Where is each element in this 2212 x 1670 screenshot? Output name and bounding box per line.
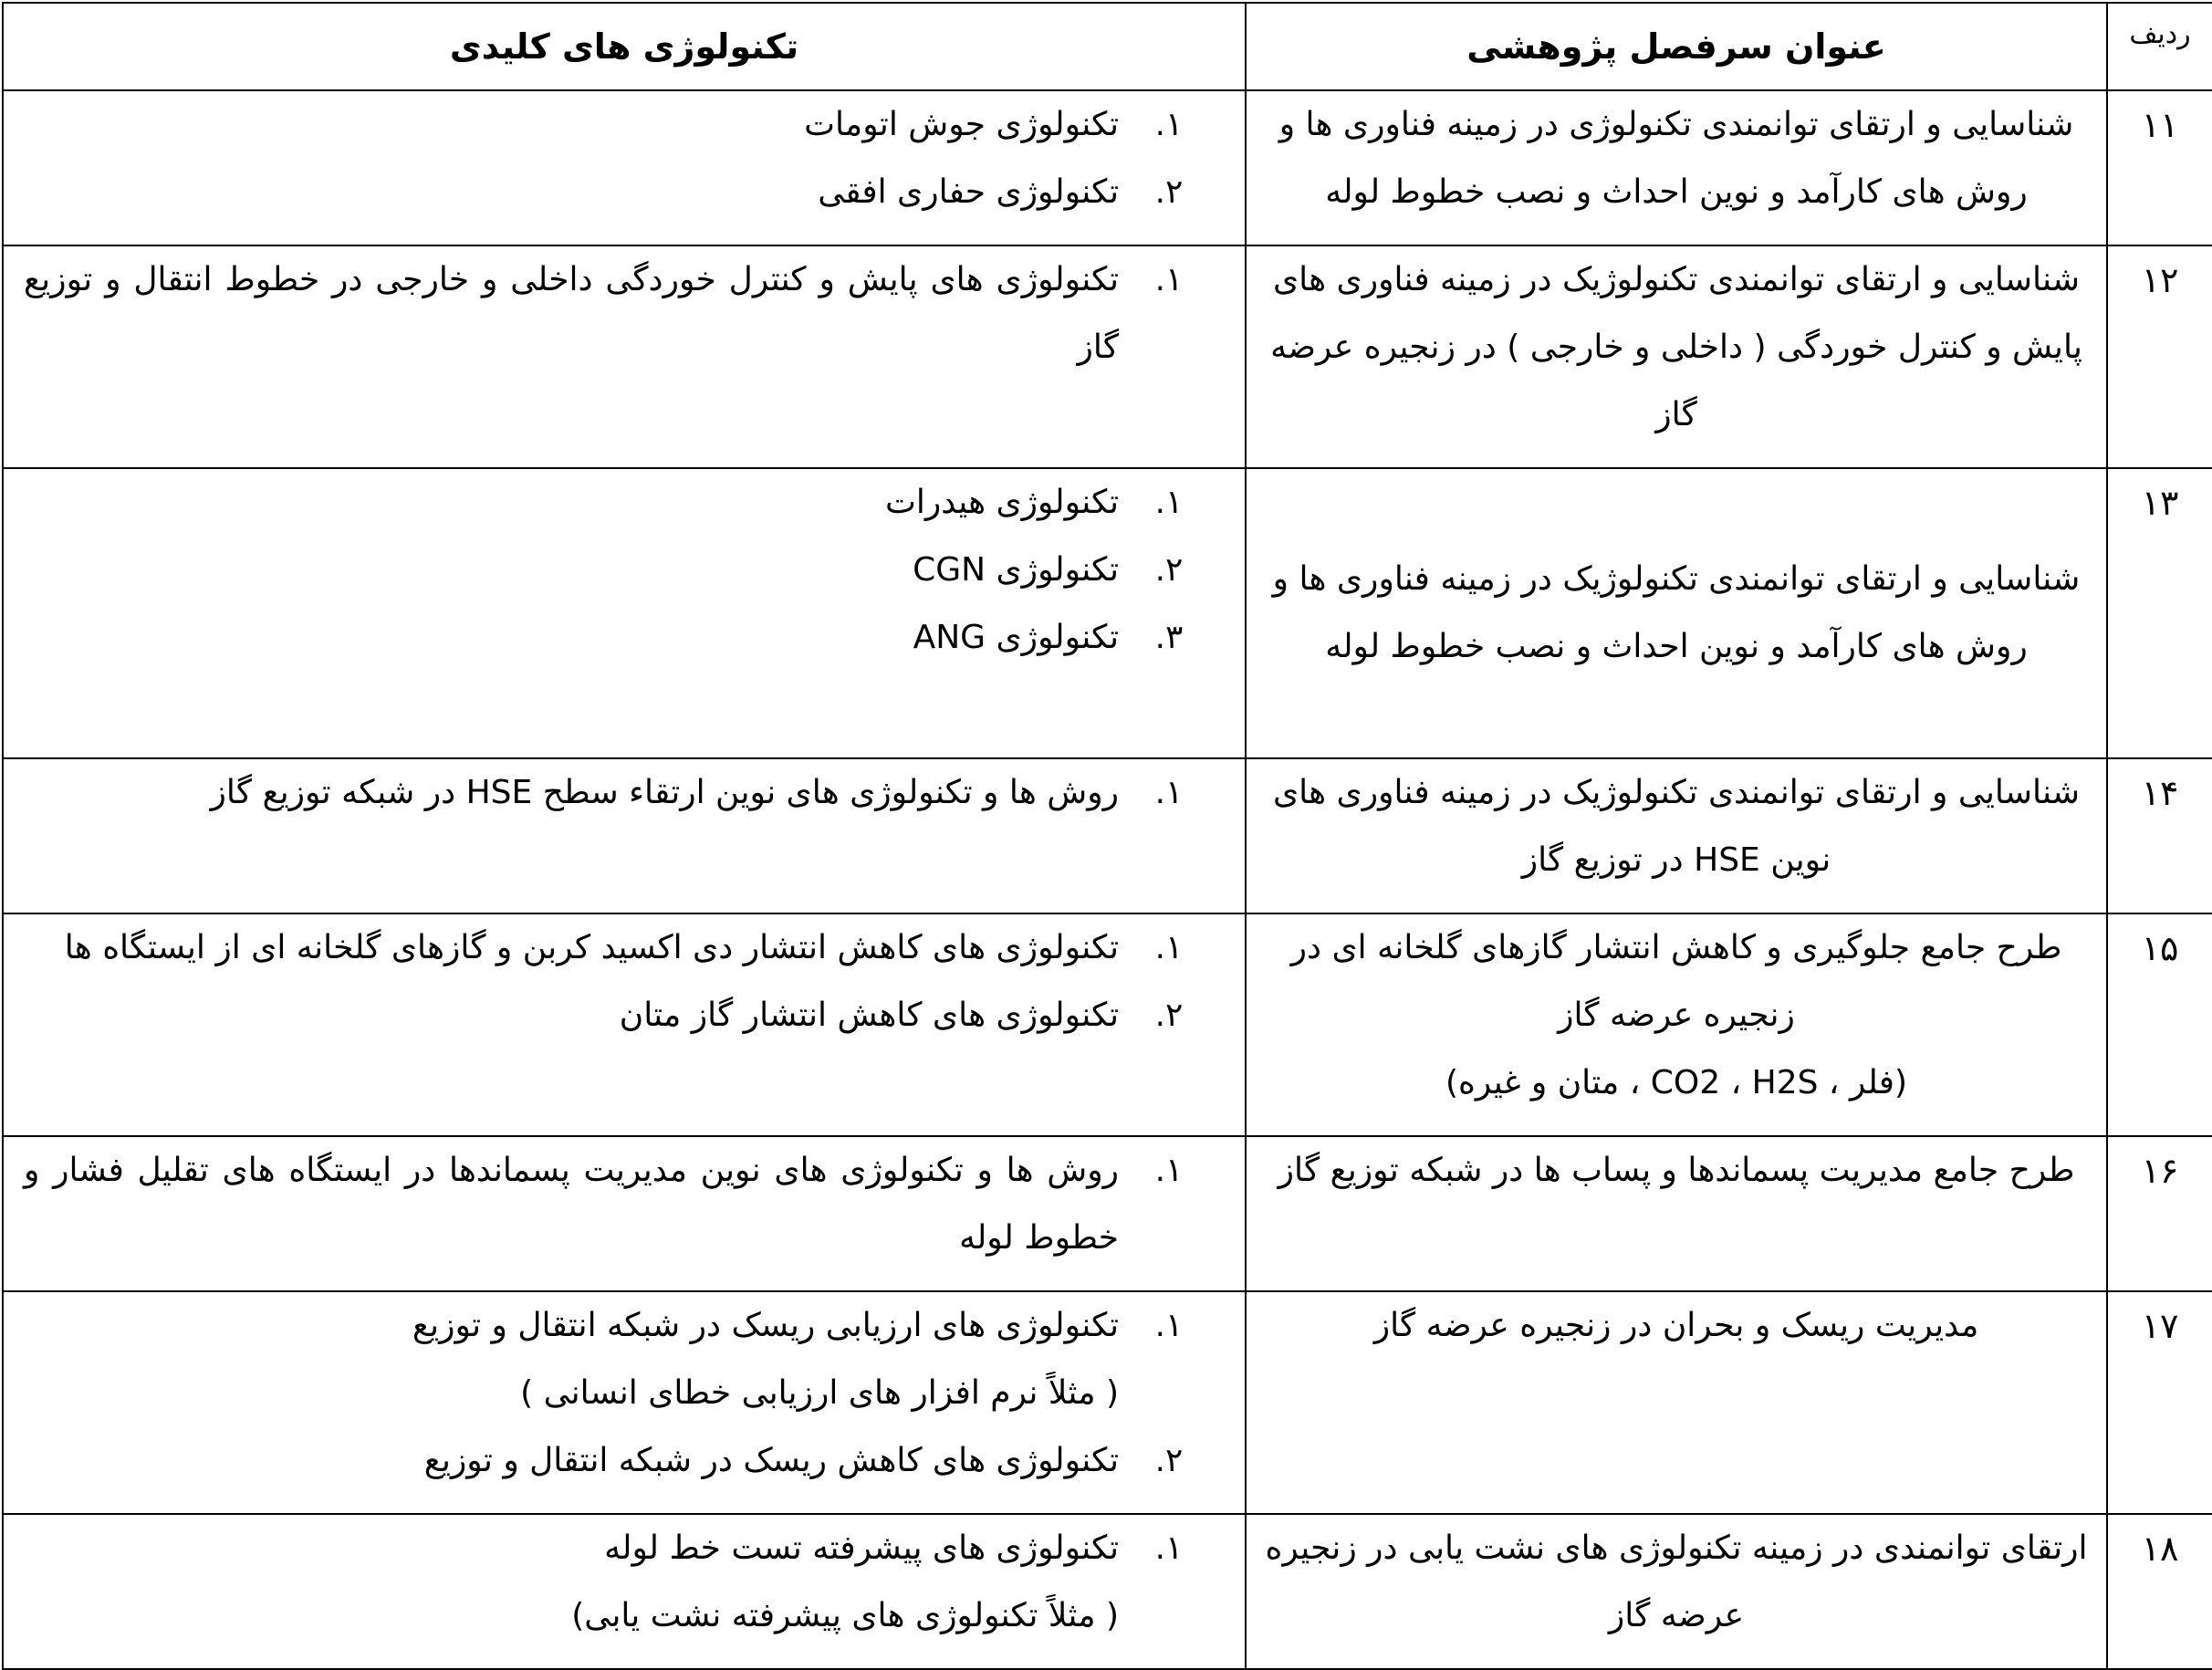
- item-number: ۲.: [1154, 1442, 1184, 1479]
- research-title: [1246, 1291, 2107, 1514]
- list-item: [24, 246, 1219, 381]
- item-number: ۱.: [1154, 106, 1184, 143]
- research-title-text: شناسایی و ارتقای توانمندی تکنولوژیک در زمینه فناوری های نوین HSE در توزیع گاز: [1272, 774, 2081, 879]
- item-note: ( مثلاً تکنولوژی های پیشرفته نشت یابی): [571, 1597, 1119, 1634]
- list-item: [24, 982, 1219, 1049]
- table-row: [3, 245, 2212, 468]
- header-research-title: عنوان سرفصل پژوهشی: [1246, 3, 2107, 90]
- row-number: ۱۷: [2107, 1291, 2212, 1514]
- table-row: [3, 758, 2212, 913]
- item-text: تکنولوژی ANG: [913, 619, 1119, 656]
- row-number: ۱۴: [2107, 758, 2212, 913]
- item-number: ۱.: [1154, 929, 1184, 966]
- item-number: ۲.: [1154, 551, 1184, 589]
- research-title-note: (فلر ، CO2 ، H2S ، متان و غیره): [1445, 1064, 1908, 1101]
- item-number: ۱.: [1154, 1307, 1184, 1344]
- item-text: روش ها و تکنولوژی های نوین مدیریت پسماندها در ایستگاه های تقلیل فشار و خطوط لوله: [24, 1152, 1119, 1257]
- item-number: ۱.: [1154, 484, 1184, 521]
- list-item: [24, 91, 1219, 159]
- research-title: [1246, 245, 2107, 468]
- item-number: ۱.: [1154, 774, 1184, 811]
- research-title: [1246, 90, 2107, 245]
- row-number: ۱۵: [2107, 913, 2212, 1136]
- item-text: تکنولوژی CGN: [913, 551, 1119, 589]
- technology-list: [3, 913, 1246, 1136]
- research-table: [2, 2, 2212, 1670]
- list-item: [24, 914, 1219, 982]
- list-item: [24, 1427, 1219, 1495]
- list-item: [24, 759, 1219, 827]
- technology-list: [3, 1136, 1246, 1291]
- technology-list: [3, 468, 1246, 758]
- table-row: [3, 1291, 2212, 1514]
- research-title-text: شناسایی و ارتقای توانمندی تکنولوژی در زمینه فناوری ها و روش های کارآمد و نوین احداث و نصب خطوط لوله: [1278, 106, 2074, 211]
- research-title: [1246, 758, 2107, 913]
- item-text: روش ها و تکنولوژی های نوین ارتقاء سطح HSE در شبکه توزیع گاز: [210, 774, 1119, 811]
- list-item: [24, 604, 1219, 672]
- item-number: ۳.: [1154, 619, 1184, 656]
- row-number: ۱۱: [2107, 90, 2212, 245]
- row-number: ۱۲: [2107, 245, 2212, 468]
- list-item: [24, 469, 1219, 537]
- research-title-text: شناسایی و ارتقای توانمندی تکنولوژیک در زمینه فناوری های پایش و کنترل خوردگی ( داخلی و خارجی ) در زنجیره عرضه گاز: [1270, 261, 2082, 433]
- header-key-technologies: تکنولوژی های کلیدی: [3, 3, 1246, 90]
- row-number: ۱۶: [2107, 1136, 2212, 1291]
- research-title-text: شناسایی و ارتقای توانمندی تکنولوژیک در زمینه فناوری ها و روش های کارآمد و نوین احداث و نصب خطوط لوله: [1272, 560, 2081, 665]
- item-number: ۱.: [1154, 1529, 1184, 1567]
- item-number: ۲.: [1154, 173, 1184, 211]
- list-item: [24, 1515, 1219, 1582]
- research-title-text: ارتقای توانمندی در زمینه تکنولوژی های نشت یابی در زنجیره عرضه گاز: [1265, 1529, 2088, 1634]
- table-row: [3, 913, 2212, 1136]
- item-text: تکنولوژی های کاهش انتشار گاز متان: [619, 997, 1119, 1034]
- header-row: [3, 3, 2212, 90]
- item-number: ۱.: [1154, 1152, 1184, 1189]
- table-row: [3, 468, 2212, 758]
- table-row: [3, 1514, 2212, 1669]
- research-title-text: طرح جامع مدیریت پسماندها و پساب ها در شبکه توزیع گاز: [1278, 1152, 2075, 1189]
- research-title: [1246, 1514, 2107, 1669]
- header-row-number: ردیف: [2107, 3, 2212, 90]
- item-text: تکنولوژی های ارزیابی ریسک در شبکه انتقال و توزیع: [412, 1307, 1119, 1344]
- research-title: [1246, 913, 2107, 1136]
- technology-list: [3, 90, 1246, 245]
- list-item: [24, 1292, 1219, 1360]
- list-item: [24, 537, 1219, 604]
- research-title-text: مدیریت ریسک و بحران در زنجیره عرضه گاز: [1373, 1307, 1979, 1344]
- table-row: [3, 90, 2212, 245]
- research-title: [1246, 1136, 2107, 1291]
- research-title-text: طرح جامع جلوگیری و کاهش انتشار گازهای گلخانه ای در زنجیره عرضه گاز: [1290, 929, 2062, 1034]
- item-text: تکنولوژی جوش اتومات: [804, 106, 1119, 143]
- table-row: [3, 1136, 2212, 1291]
- item-note: ( مثلاً نرم افزار های ارزیابی خطای انسانی ): [520, 1374, 1119, 1412]
- item-number: ۱.: [1154, 261, 1184, 298]
- list-item: [24, 159, 1219, 226]
- item-text: تکنولوژی هیدرات: [885, 484, 1119, 521]
- item-text: تکنولوژی های پایش و کنترل خوردگی داخلی و خارجی در خطوط انتقال و توزیع گاز: [24, 261, 1119, 366]
- technology-list: [3, 245, 1246, 468]
- technology-list: [3, 1291, 1246, 1514]
- item-text: تکنولوژی های پیشرفته تست خط لوله: [604, 1529, 1119, 1567]
- technology-list: [3, 758, 1246, 913]
- item-text: تکنولوژی های کاهش انتشار دی اکسید کربن و گازهای گلخانه ای از ایستگاه ها: [64, 929, 1119, 966]
- item-number: ۲.: [1154, 997, 1184, 1034]
- row-number: ۱۸: [2107, 1514, 2212, 1669]
- research-title: [1246, 468, 2107, 758]
- list-item: [24, 1137, 1219, 1272]
- item-text: تکنولوژی های کاهش ریسک در شبکه انتقال و توزیع: [423, 1442, 1119, 1479]
- technology-list: [3, 1514, 1246, 1669]
- item-text: تکنولوژی حفاری افقی: [818, 173, 1119, 211]
- row-number: ۱۳: [2107, 468, 2212, 758]
